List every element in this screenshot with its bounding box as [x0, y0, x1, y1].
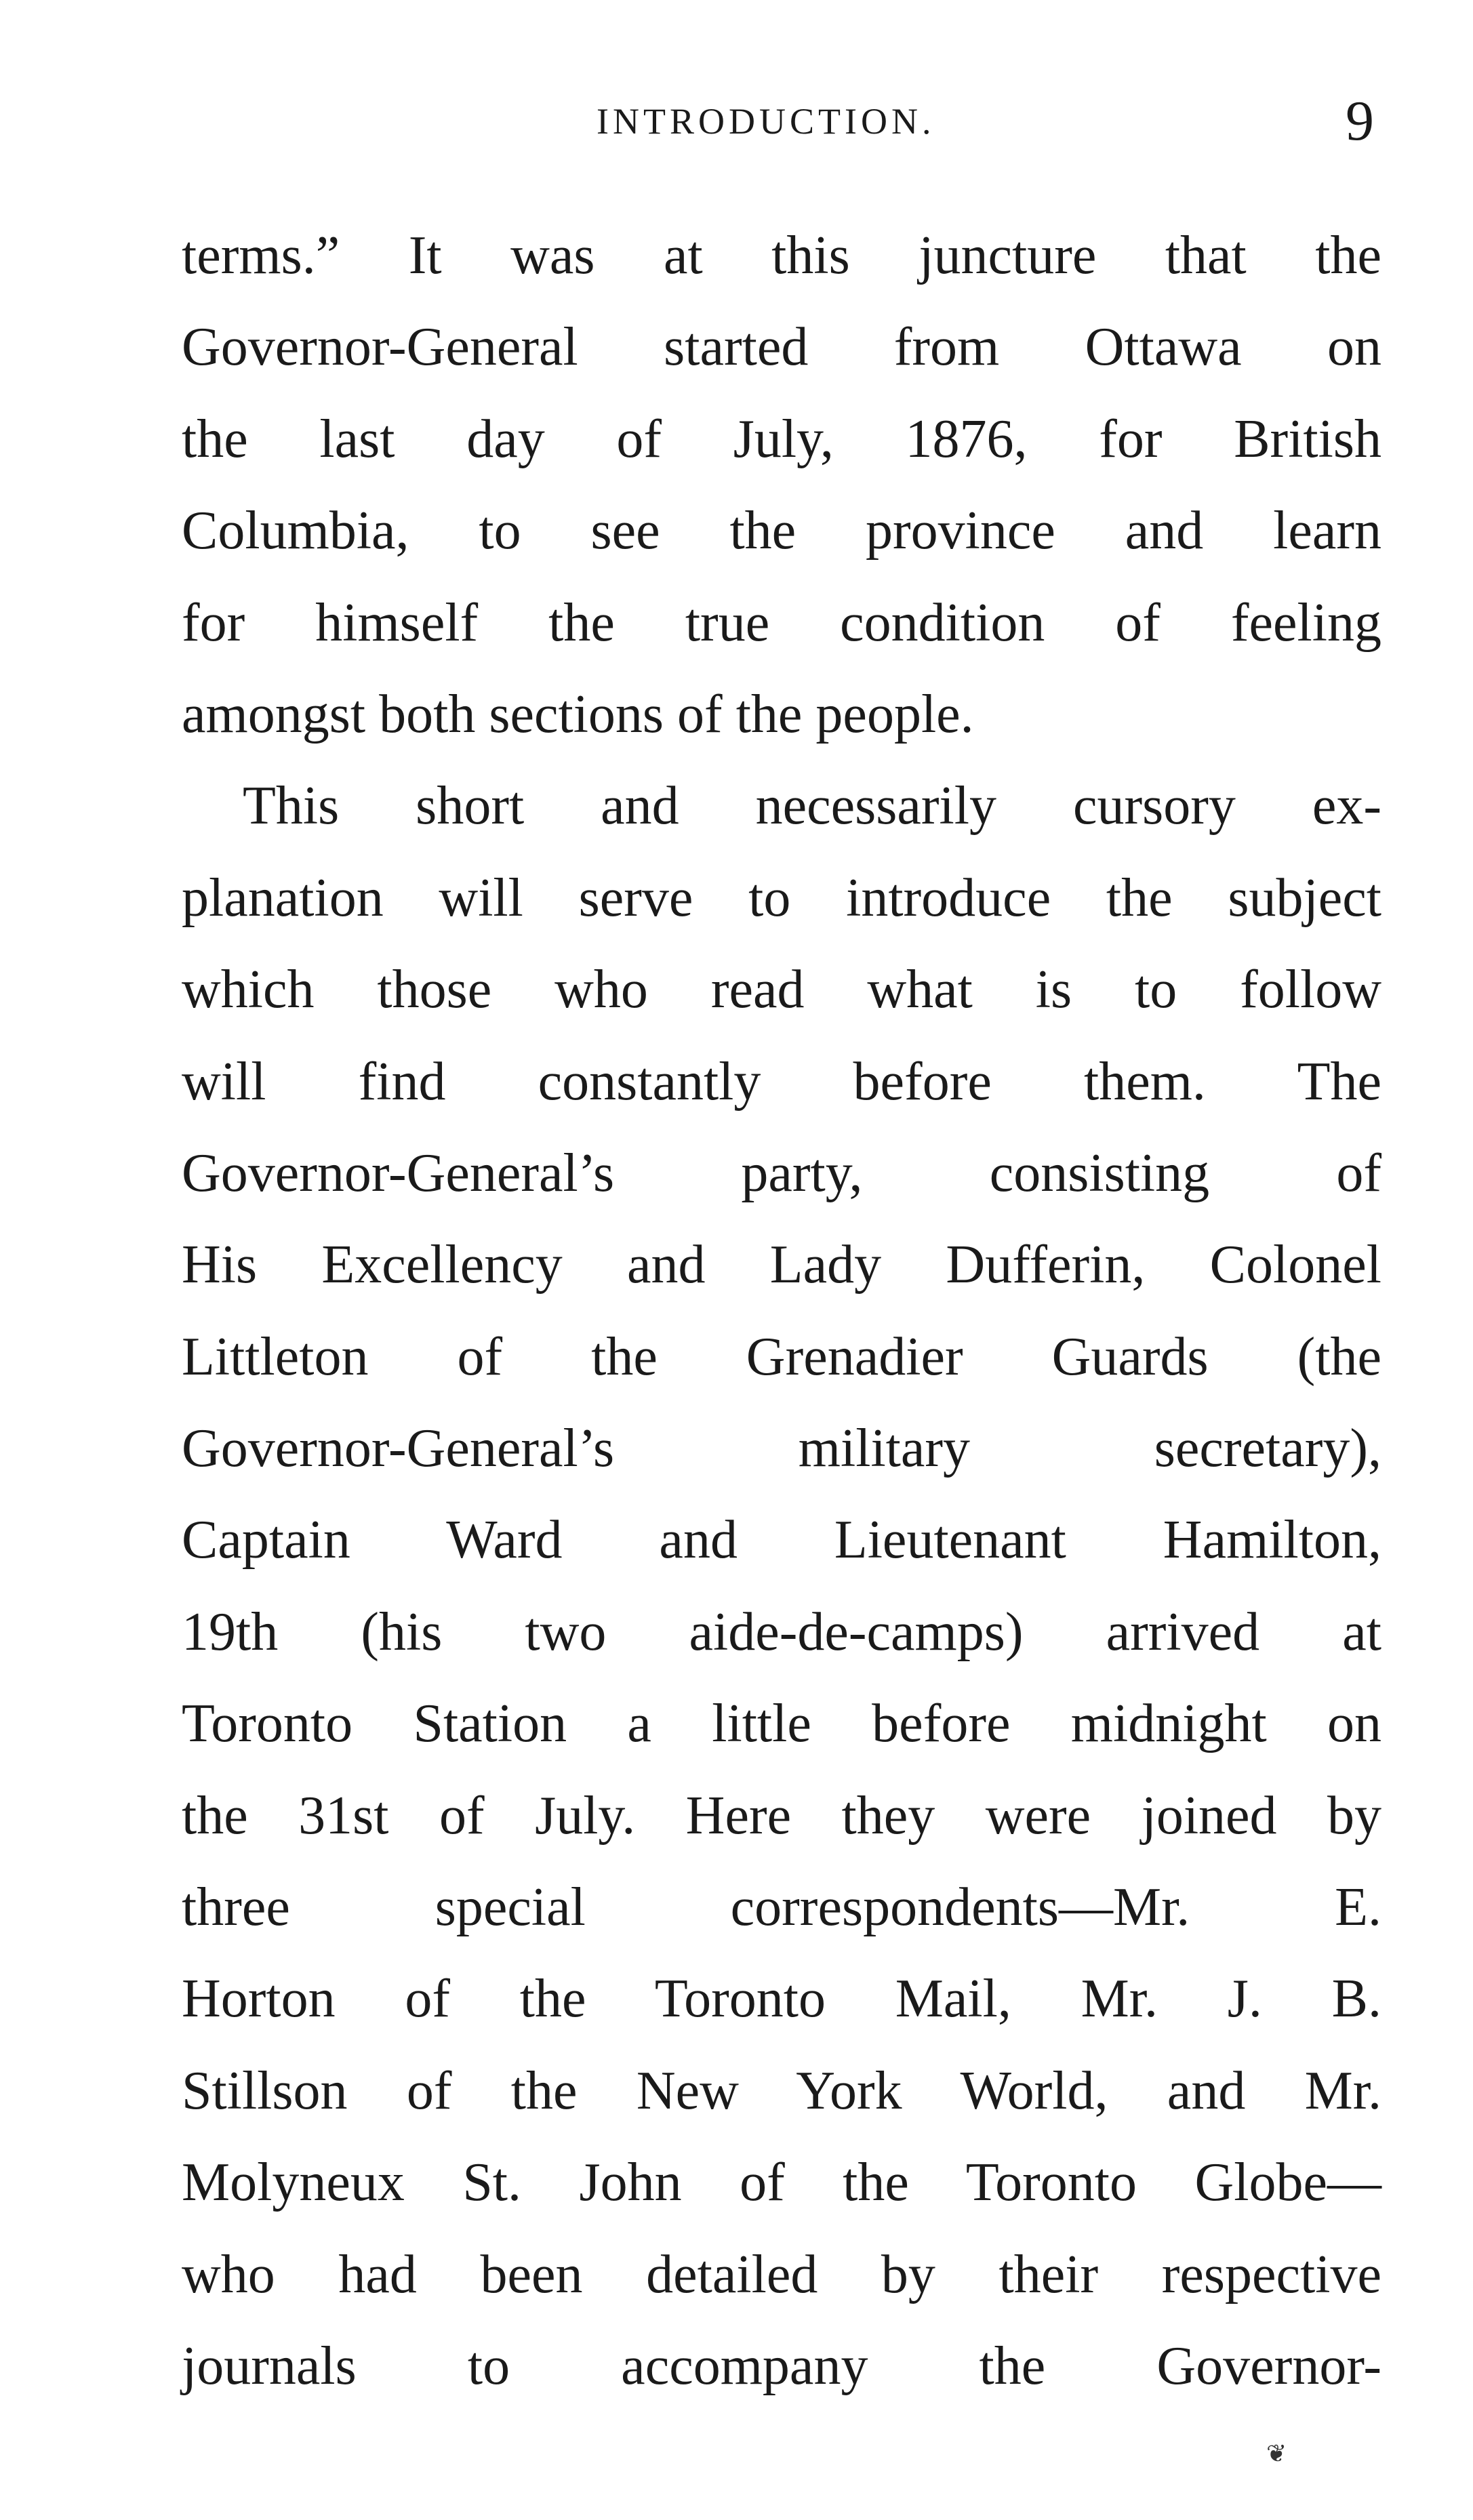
- text-line: planation will serve to introduce the subject: [182, 868, 1381, 928]
- text-line: Captain Ward and Lieutenant Hamilton,: [182, 1510, 1381, 1570]
- text-line: the 31st of July. Here they were joined by: [182, 1785, 1381, 1846]
- text-line: Stillson of the New York World, and Mr.: [182, 2060, 1381, 2121]
- page-number: 9: [1346, 89, 1374, 153]
- page-header: [0, 88, 1473, 163]
- text-line: will find constantly before them. The: [182, 1051, 1381, 1112]
- text-line: terms.” It was at this juncture that the: [182, 226, 1381, 285]
- text-line: journals to accompany the Governor-: [182, 2336, 1381, 2396]
- text-line: Horton of the Toronto Mail, Mr. J. B.: [182, 1969, 1381, 2029]
- footer-ornament: ❦: [1266, 2440, 1287, 2468]
- text-line: Molyneux St. John of the Toronto Globe—: [182, 2153, 1381, 2213]
- text-line: Governor-General started from Ottawa on: [182, 317, 1381, 378]
- text-line: Governor-General’s party, consisting of: [182, 1143, 1381, 1203]
- text-line: 19th (his two aide-de-camps) arrived at: [182, 1602, 1381, 1662]
- text-line: the last day of July, 1876, for British: [182, 409, 1381, 469]
- text-line: three special correspondents—Mr. E.: [182, 1877, 1381, 1938]
- text-line: for himself the true condition of feeling: [182, 592, 1381, 653]
- text-line: amongst both sections of the people.: [182, 684, 974, 744]
- text-line: Toronto Station a little before midnight on: [182, 1694, 1381, 1754]
- running-head: INTRODUCTION.: [597, 101, 935, 142]
- text-line: Littleton of the Grenadier Guards (the: [182, 1326, 1381, 1387]
- text-line: who had been detailed by their respective: [182, 2244, 1381, 2304]
- text-line: Governor-General’s military secretary),: [182, 1419, 1381, 1479]
- text-line: Columbia, to see the province and learn: [182, 501, 1381, 561]
- text-line: which those who read what is to follow: [182, 960, 1381, 1020]
- text-line: This short and necessarily cursory ex-: [243, 776, 1381, 836]
- body-text: [182, 210, 1381, 2412]
- text-line: His Excellency and Lady Dufferin, Colonel: [182, 1235, 1381, 1295]
